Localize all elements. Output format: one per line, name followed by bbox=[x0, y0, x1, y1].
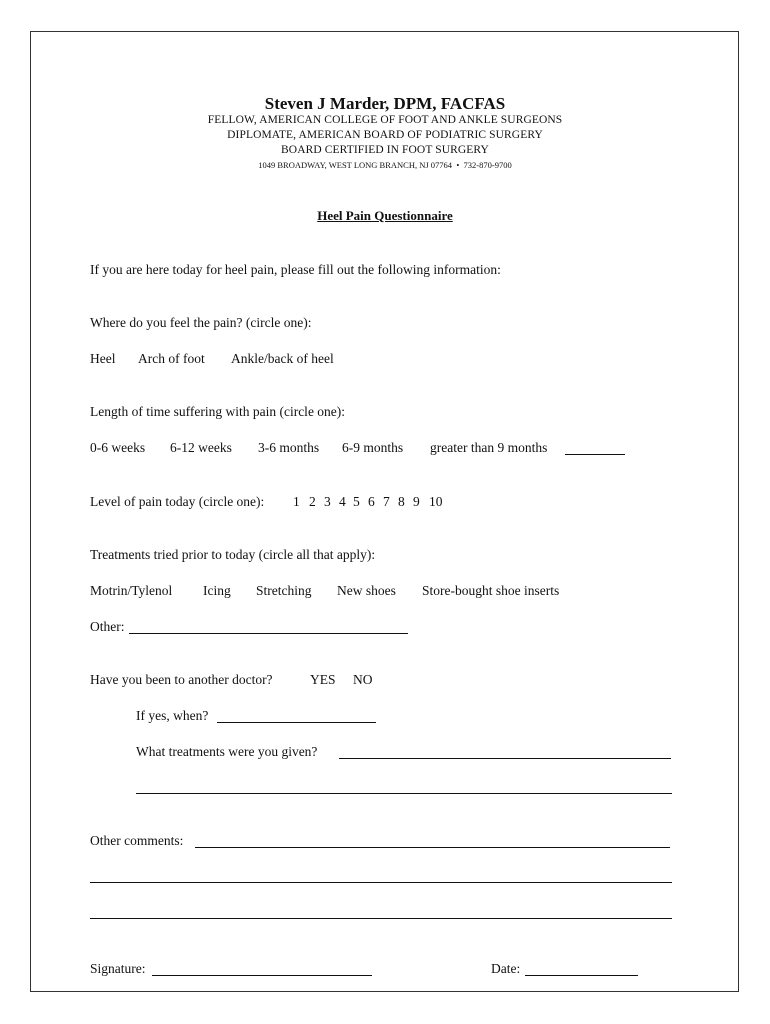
treatments-given-label: What treatments were you given? bbox=[136, 744, 318, 759]
level-option-6[interactable]: 6 bbox=[368, 494, 375, 509]
location-option-heel[interactable]: Heel bbox=[90, 351, 116, 366]
treatment-option-icing[interactable]: Icing bbox=[203, 583, 231, 598]
question-other-doctor: Have you been to another doctor? bbox=[90, 672, 273, 687]
level-option-9[interactable]: 9 bbox=[413, 494, 420, 509]
doctor-name: Steven J Marder, DPM, FACFAS bbox=[264, 94, 506, 113]
question-treatments: Treatments tried prior to today (circle all that apply): bbox=[90, 547, 376, 562]
form-title: Heel Pain Questionnaire bbox=[317, 208, 453, 223]
date-field[interactable] bbox=[525, 963, 638, 981]
other-comments-label: Other comments: bbox=[90, 833, 184, 848]
duration-option-3-6-months[interactable]: 3-6 months bbox=[258, 440, 320, 455]
credential-fellow: FELLOW, AMERICAN COLLEGE OF FOOT AND ANKLE SURGEONS bbox=[207, 114, 563, 126]
treatment-option-stretching[interactable]: Stretching bbox=[256, 583, 312, 598]
intro-text: If you are here today for heel pain, please fill out the following information: bbox=[90, 262, 501, 277]
credential-board: BOARD CERTIFIED IN FOOT SURGERY bbox=[281, 144, 489, 156]
treatment-option-inserts[interactable]: Store-bought shoe inserts bbox=[422, 583, 560, 598]
level-option-10[interactable]: 10 bbox=[429, 494, 443, 509]
question-pain-level: Level of pain today (circle one): bbox=[90, 494, 265, 509]
treatments-given-field[interactable] bbox=[339, 746, 671, 764]
date-label: Date: bbox=[491, 961, 521, 976]
level-option-1[interactable]: 1 bbox=[293, 494, 300, 509]
signature-label: Signature: bbox=[90, 961, 146, 976]
level-option-4[interactable]: 4 bbox=[339, 494, 346, 509]
credential-diplomate: DIPLOMATE, AMERICAN BOARD OF PODIATRIC SURGERY bbox=[227, 129, 543, 141]
phone: 732-870-9700 bbox=[463, 160, 512, 170]
if-yes-when-field[interactable] bbox=[217, 710, 376, 728]
level-option-2[interactable]: 2 bbox=[309, 494, 316, 509]
other-comments-line-3[interactable] bbox=[90, 918, 672, 919]
other-comments-field[interactable] bbox=[195, 835, 670, 853]
question-pain-duration: Length of time suffering with pain (circle one): bbox=[90, 404, 346, 419]
bullet-separator: • bbox=[456, 160, 460, 170]
doctor-option-no[interactable]: NO bbox=[353, 672, 373, 687]
treatments-given-field-line-2[interactable] bbox=[136, 793, 672, 794]
duration-blank-line[interactable] bbox=[565, 442, 625, 460]
level-option-8[interactable]: 8 bbox=[398, 494, 405, 509]
treatment-option-new-shoes[interactable]: New shoes bbox=[337, 583, 396, 598]
duration-option-0-6-weeks[interactable]: 0-6 weeks bbox=[90, 440, 146, 455]
level-option-5[interactable]: 5 bbox=[353, 494, 360, 509]
other-comments-line-2[interactable] bbox=[90, 882, 672, 883]
address: 1049 BROADWAY, WEST LONG BRANCH, NJ 07764 bbox=[258, 160, 453, 170]
doctor-option-yes[interactable]: YES bbox=[310, 672, 336, 687]
other-treatment-field[interactable] bbox=[129, 621, 408, 639]
question-pain-location: Where do you feel the pain? (circle one): bbox=[90, 315, 312, 330]
other-treatment-label: Other: bbox=[90, 619, 125, 634]
treatment-option-motrin[interactable]: Motrin/Tylenol bbox=[90, 583, 173, 598]
signature-field[interactable] bbox=[152, 963, 372, 981]
duration-option-6-9-months[interactable]: 6-9 months bbox=[342, 440, 404, 455]
location-option-ankle[interactable]: Ankle/back of heel bbox=[231, 351, 334, 366]
location-option-arch[interactable]: Arch of foot bbox=[138, 351, 205, 366]
duration-option-6-12-weeks[interactable]: 6-12 weeks bbox=[170, 440, 232, 455]
level-option-3[interactable]: 3 bbox=[324, 494, 331, 509]
level-option-7[interactable]: 7 bbox=[383, 494, 390, 509]
address-line bbox=[0, 160, 770, 170]
duration-option-greater-9-months[interactable]: greater than 9 months bbox=[430, 440, 548, 455]
if-yes-when-label: If yes, when? bbox=[136, 708, 209, 723]
